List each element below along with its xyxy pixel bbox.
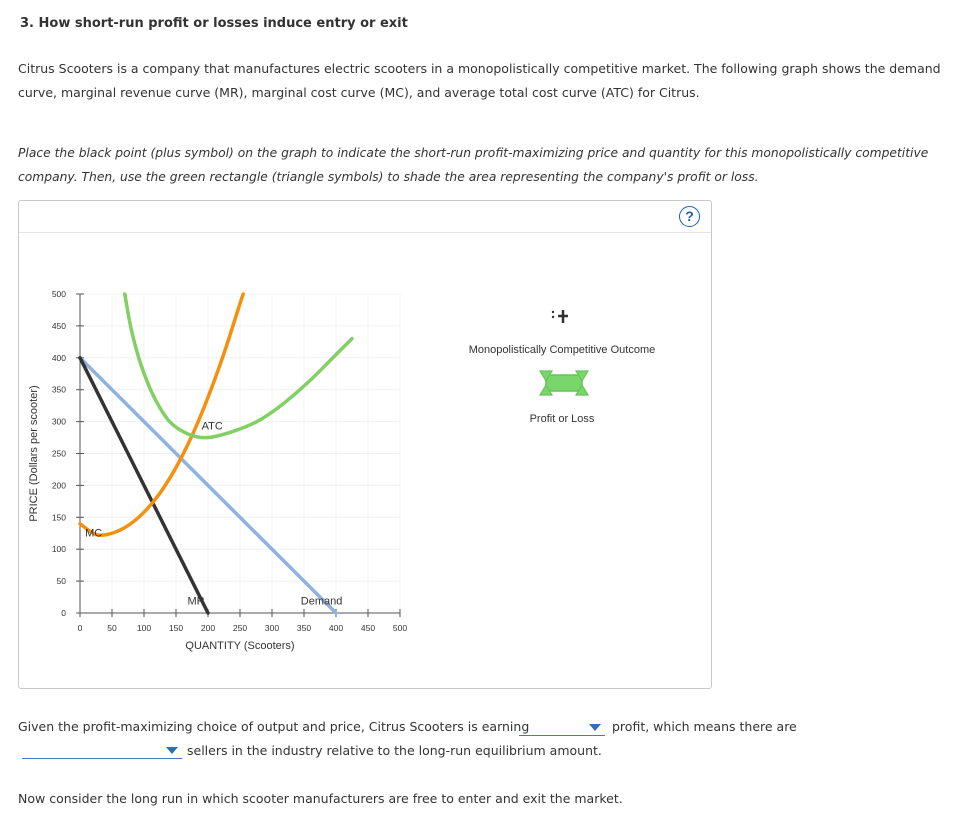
x-tick-label: 100 — [136, 623, 152, 633]
y-tick-label: 250 — [51, 448, 66, 459]
x-tick-label: 150 — [168, 623, 184, 633]
chevron-down-icon — [166, 747, 178, 754]
graph-area[interactable] — [19, 201, 713, 690]
intro-paragraph: Citrus Scooters is a company that manufactures electric scooters in a monopolistically competitive market. The following graph shows the demand curve, marginal revenue curve (MR), marginal cost curve (MC), and average total cost curve (ATC) for Citrus. — [18, 61, 941, 100]
x-tick-label: 0 — [77, 623, 83, 633]
question-text-part1: Given the profit-maximizing choice of output and price, Citrus Scooters is earning — [18, 719, 530, 734]
x-axis-label: QUANTITY (Scooters) — [185, 640, 295, 652]
y-tick-label: 400 — [51, 352, 66, 363]
question-text-part2: profit, which means there are — [612, 719, 797, 734]
y-tick-label: 500 — [51, 289, 66, 299]
legend-tools — [469, 310, 655, 425]
dot — [552, 311, 554, 313]
y-tick-label: 0 — [61, 608, 66, 618]
y-tick-label: 150 — [51, 512, 66, 523]
chevron-down-icon — [589, 724, 601, 731]
curve-mc — [80, 294, 243, 535]
y-tick-label: 300 — [51, 416, 66, 427]
x-tick-label: 50 — [107, 623, 117, 633]
question-heading: 3. How short-run profit or losses induce entry or exit — [20, 16, 408, 31]
outcome-label: Monopolistically Competitive Outcome — [468, 344, 656, 356]
seller-count-dropdown[interactable] — [22, 740, 182, 759]
curve-label-atc: ATC — [201, 420, 223, 433]
curve-label-demand: Demand — [300, 595, 343, 608]
curve-label-mr: MR — [187, 595, 205, 608]
question-text-part3: sellers in the industry relative to the long-run equilibrium amount. — [187, 743, 602, 758]
x-tick-label: 400 — [328, 623, 344, 633]
y-tick-label: 350 — [51, 384, 66, 395]
help-icon[interactable]: ? — [679, 206, 700, 227]
y-tick-label: 50 — [56, 576, 66, 587]
x-tick-label: 450 — [360, 623, 376, 633]
curve-label-mc: MC — [85, 527, 103, 540]
x-tick-label: 500 — [392, 623, 408, 633]
y-tick-label: 100 — [51, 544, 66, 555]
graph-panel — [18, 200, 712, 689]
rect-body — [546, 375, 582, 391]
y-axis-label: PRICE (Dollars per scooter) — [28, 385, 40, 522]
x-tick-label: 350 — [296, 623, 312, 633]
x-tick-label: 300 — [264, 623, 280, 633]
black-plus-point-icon[interactable] — [552, 310, 568, 323]
x-tick-label: 250 — [232, 623, 248, 633]
x-tick-label: 200 — [200, 623, 216, 633]
long-run-paragraph: Now consider the long run in which scooter manufacturers are free to enter and exit the market. — [18, 791, 623, 806]
profit-loss-label: Profit or Loss — [529, 413, 595, 425]
curve-atc — [125, 294, 352, 438]
dot — [552, 316, 554, 318]
y-tick-label: 450 — [51, 320, 66, 331]
y-tick-label: 200 — [51, 480, 66, 491]
axes — [28, 289, 407, 652]
instructions-paragraph: Place the black point (plus symbol) on the graph to indicate the short-run profit-maximizing price and quantity for this monopolistically competitive company. Then, use the green rectangle (triangle symbols) to shade the area representing the company's profit or loss. — [18, 146, 929, 184]
green-rectangle-icon[interactable] — [540, 371, 588, 395]
profit-type-dropdown[interactable] — [519, 717, 605, 736]
